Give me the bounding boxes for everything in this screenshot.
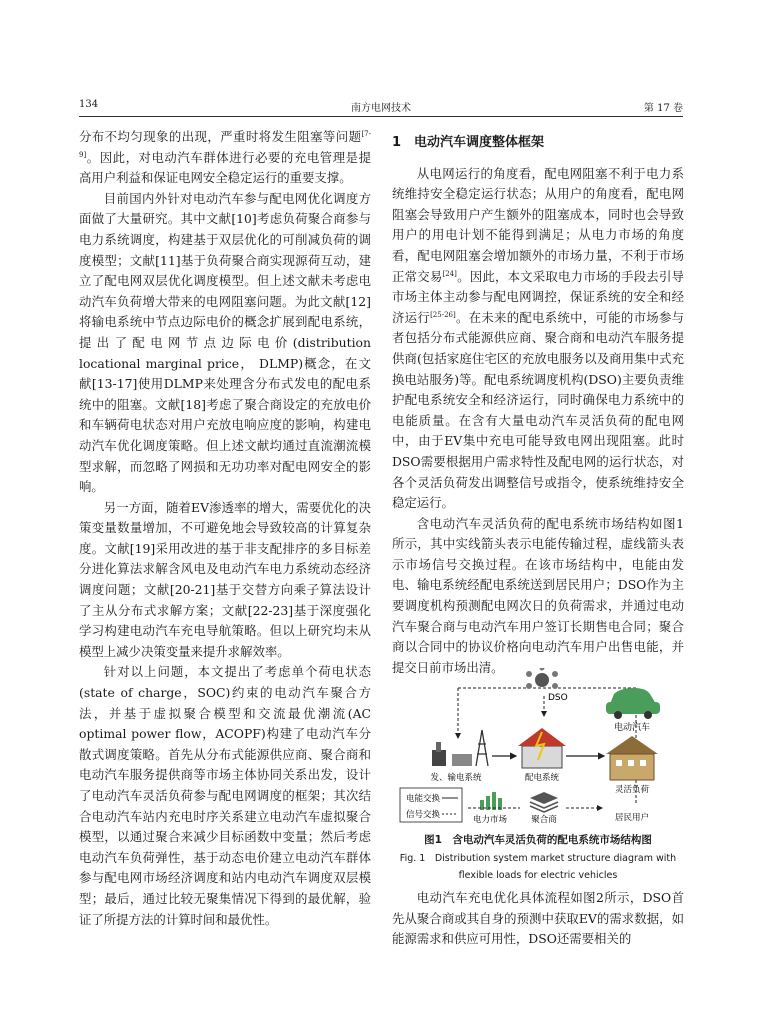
running-header — [79, 96, 683, 116]
paragraph: 电动汽车充电优化具体流程如图2所示，DSO首先从聚合商或其自身的预测中获取EV的需求数据，如能源需求和供应可用性，DSO还需要相关的 — [392, 890, 684, 947]
volume-label: 第 17 卷 — [643, 103, 683, 114]
legend-power-label: 电能交换 — [406, 794, 441, 804]
journal-title: 南方电网技术 — [351, 103, 411, 114]
aggregator-label: 聚合商 — [531, 815, 557, 825]
dso-network-icon — [526, 668, 558, 689]
paragraph: 含电动汽车灵活负荷的配电系统市场结构如图1所示，其中实线箭头表示电能传输过程，虚线箭头表示市场信号交换过程。在该市场结构中，电能由发电、输电系统经配电系统送到居民用户；DSO作为主要调度机构预测配电网次日的负荷需求，并通过电动汽车聚合商与电动汽车用户签订长期售电合同；聚合商以合同中的协议价格向电动汽车用户出售电能，并提交日前市场出清。 — [392, 515, 684, 675]
market-chart-icon — [480, 792, 502, 810]
market-label: 电力市场 — [472, 815, 508, 825]
header-rule — [79, 116, 683, 117]
right-column-continuation — [392, 888, 684, 950]
paragraph: 目前国内外针对电动汽车参与配电网优化调度方面做了大量研究。其中文献[10]考虑负荷聚合商参与电力系统调度，构建基于双层优化的可削减负荷的调度模型；文献[11]基于负荷聚合商实现源荷互动，建立了配电网双层优化调度模型。但上述文献未考虑电动汽车负荷增大带来的电网阻塞问题。为此文献[12]将输电系统中节点边际电价的概念扩展到配电系统，提出了配电网节点边际电价(distribution locational marginal price， DLMP)概念，在文献[13-17]使用DLMP来处理含分布式发电的配电系统中的阻塞。文献[18]考虑了聚合商设定的充放电价和车辆荷电状态对用户充放电响应度的影响，构建电动汽车优化调度策略。但上述文献均通过直流潮流模型求解，而忽略了网损和无功功率对配电网安全的影响。 — [79, 190, 371, 495]
substation-icon — [518, 728, 566, 768]
paragraph: 分布不均匀现象的出现，严重时将发生阻塞等问题[7-9]。因此，对电动汽车群体进行必要的充电管理是提高用户利益和保证电网安全稳定运行的重要支撑。 — [79, 129, 371, 186]
house-icon — [606, 736, 658, 780]
left-column — [79, 127, 371, 930]
figure-caption-cn: 图1 含电动汽车灵活负荷的配电系统市场结构图 — [424, 834, 652, 846]
distribution-label: 配电系统 — [524, 773, 560, 783]
ev-label: 电动汽车 — [613, 723, 651, 733]
paragraph: 针对以上问题，本文提出了考虑单个荷电状态(state of charge，SOC)约束的电动汽车聚合方法，并基于虚拟聚合模型和交流最优潮流(AC optimal power flow，ACOPF)构建了电动汽车分散式调度策略。首先从分布式能源供应商、聚合商和电动汽车服务提供商等市场主体协同关系出发，设计了电动汽车灵活负荷参与配电网调度的框架；其次结合电动汽车站内充电时序关系建立电动汽车虚拟聚合模型，以通过聚合来减少目标函数中变量；然后考虑电动汽车负荷弹性，基于动态电价建立电动汽车群体参与配电网市场经济调度和站内电动汽车调度双层模型；最后，通过比较无聚集情况下得到的最优解，验证了所提方法的计算时间和最优性。 — [79, 664, 371, 927]
car-icon — [606, 688, 660, 719]
dso-label: DSO — [548, 693, 568, 703]
power-plant-icon — [432, 730, 488, 766]
residential-label: 居民用户 — [614, 813, 650, 823]
right-column — [392, 127, 684, 678]
generation-label: 发、输电系统 — [430, 773, 482, 783]
flexible-load-label: 灵活负荷 — [614, 785, 650, 795]
page-number: 134 — [79, 99, 99, 110]
aggregator-stack-icon — [530, 792, 558, 812]
legend-signal-label: 信号交换 — [406, 810, 441, 820]
paragraph: 另一方面，随着EV渗透率的增大，需要优化的决策变量数量增加，不可避免地会导致较高的计算复杂度。文献[19]采用改进的基于非支配排序的多目标差分进化算法求解含风电及电动汽车电力系统动态经济调度问题；文献[20-21]基于交替方向乘子算法设计了主从分布式求解方案；文献[22-23]基于深度强化学习构建电动汽车充电导航策略。但以上研究均未从模型上减少决策变量来提升求解效率。 — [79, 499, 371, 659]
market-structure-figure — [396, 668, 678, 828]
figure-caption-en: Fig. 1 Distribution system market structure diagram with flexible loads for electric vehicles — [399, 853, 677, 881]
section-heading: 1 电动汽车调度整体框架 — [392, 135, 545, 150]
paragraph: 从电网运行的角度看，配电网阻塞不利于电力系统维持安全稳定运行状态；从用户的角度看，配电网阻塞会导致用户产生额外的阻塞成本，同时也会导致用户的用电计划不能得到满足；从电力市场的角度看，配电网阻塞会增加额外的市场力量，不利于市场正常交易[24]。因此，本文采取电力市场的手段去引导市场主体主动参与配电网调控，保证系统的安全和经济运行[25-26]。在未来的配电系统中，可能的市场参与者包括分布式能源供应商、聚合商和电动汽车服务提供商(包括家庭住宅区的充放电服务以及商用集中式充换电站服务)等。配电系统调度机构(DSO)主要负责维护配电系统安全和经济运行，同时确保电力系统中的电能质量。在含有大量电动汽车灵活负荷的配电网中，由于EV集中充电可能导致电网出现阻塞。此时DSO需要根据用户需求特性及配电网的运行状态，对各个灵活负荷发出调整信号或指令，使系统维持安全稳定运行。 — [392, 165, 685, 511]
